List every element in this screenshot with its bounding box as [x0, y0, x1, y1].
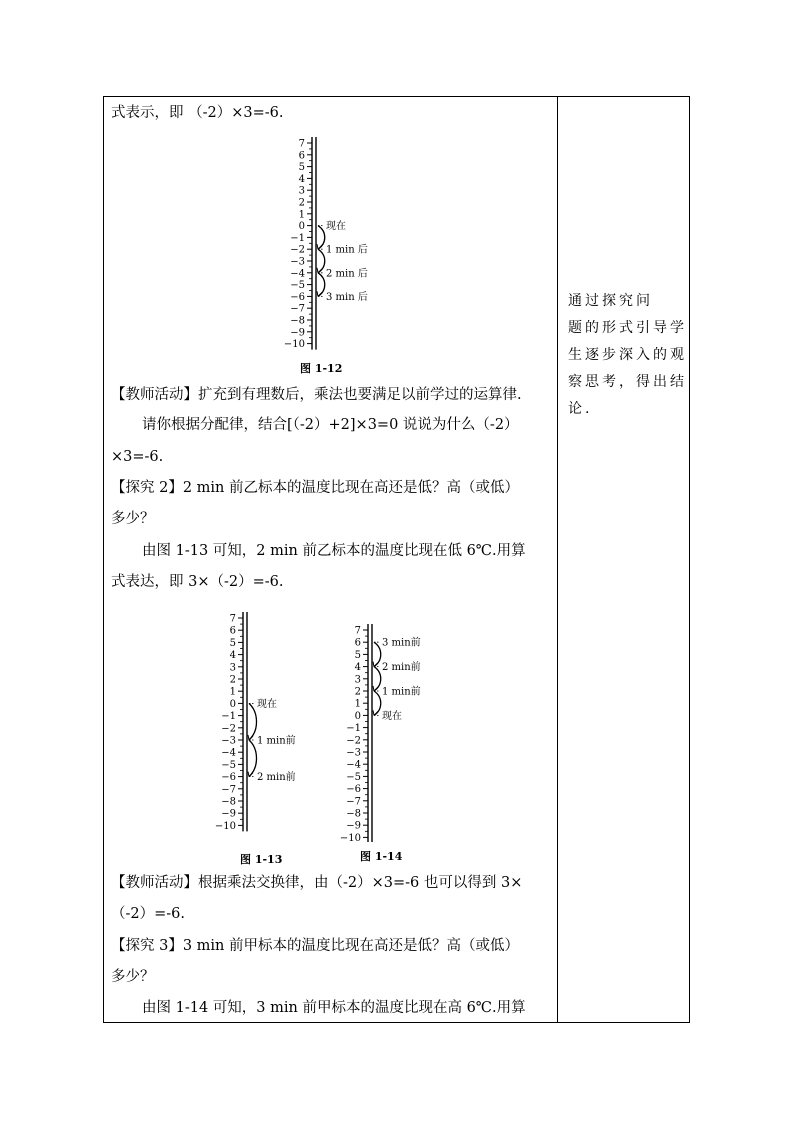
tick-label: 3 [354, 674, 361, 686]
figure-1-14-caption: 图 1-14 [360, 850, 403, 863]
tick-label: −6 [221, 772, 236, 784]
tick-label: −10 [214, 820, 236, 832]
tick-label: −9 [290, 327, 305, 339]
tick-label: −8 [346, 808, 361, 820]
tick-label: −2 [221, 723, 236, 735]
tick-label: 2 [354, 686, 361, 698]
jump-arc [249, 703, 257, 740]
explore-2-line2: 多少？ [111, 511, 155, 527]
tick-label: −9 [346, 820, 361, 832]
explore-2-line1: 【探究 2】2 min 前乙标本的温度比现在高还是低？高（或低） [111, 480, 520, 496]
tick-label: 0 [298, 221, 305, 233]
tick-label: −8 [290, 315, 305, 327]
tick-label: −1 [290, 232, 305, 244]
time-label: 2 min前 [257, 772, 296, 784]
tick-label: −7 [290, 303, 305, 315]
tick-label: −6 [346, 784, 361, 796]
table-column-divider [557, 96, 558, 1023]
figure-1-13-thermometer [205, 608, 340, 840]
tick-label: 0 [354, 710, 361, 722]
tick-label: 4 [354, 662, 361, 674]
tick-label: 5 [229, 637, 236, 649]
tick-label: 3 [298, 185, 305, 197]
tick-label: 4 [229, 650, 236, 662]
tick-label: −7 [346, 796, 361, 808]
figure-1-12-caption: 图 1-12 [300, 362, 343, 375]
tick-label: 4 [298, 173, 305, 185]
figure-1-13-caption: 图 1-13 [240, 853, 283, 866]
line-expression-1: 式表示，即 （-2）×3=-6. [111, 105, 284, 121]
tick-label: −10 [339, 832, 361, 842]
tick-label: −2 [290, 244, 305, 256]
figure-1-13-text-line1: 由图 1-13 可知，2 min 前乙标本的温度比现在低 6℃.用算 [142, 543, 526, 559]
tick-label: 7 [298, 138, 305, 150]
tick-label: 1 [354, 698, 361, 710]
tick-label: −3 [221, 735, 236, 747]
teacher-activity-1-line2: 请你根据分配律，结合[（-2）+2]×3=0 说说为什么（-2） [142, 417, 519, 433]
design-note-line: 通过探究问 [568, 293, 653, 309]
jump-arc [249, 740, 257, 777]
tick-label: −2 [346, 735, 361, 747]
explore-3-line1: 【探究 3】3 min 前甲标本的温度比现在高还是低？高（或低） [111, 938, 520, 954]
tick-label: −7 [221, 784, 236, 796]
tick-label: 2 [298, 197, 305, 209]
teacher-activity-2-line2: （-2）=-6. [111, 906, 186, 922]
tick-label: 3 [229, 662, 236, 674]
tick-label: 7 [354, 625, 361, 637]
tick-label: 2 [229, 674, 236, 686]
time-label: 现在 [257, 698, 277, 710]
figure-1-14-text-line1: 由图 1-14 可知，3 min 前甲标本的温度比现在高 6℃.用算 [142, 1000, 526, 1016]
teacher-activity-2-line1: 【教师活动】根据乘法交换律，由（-2）×3=-6 也可以得到 3× [111, 875, 523, 891]
tick-label: −5 [290, 280, 305, 292]
tick-label: −3 [290, 256, 305, 268]
figure-1-14-thermometer [330, 620, 440, 842]
tick-label: 0 [229, 698, 236, 710]
tick-label: −1 [346, 723, 361, 735]
tick-label: 5 [354, 649, 361, 661]
tick-label: −8 [221, 796, 236, 808]
tick-label: −6 [290, 291, 305, 303]
tick-label: −4 [290, 268, 305, 280]
design-intent-note [568, 288, 687, 423]
design-note-line: 察思考，得出结 [568, 374, 687, 390]
design-note-line: 生逐步深入的观 [568, 347, 687, 363]
teacher-activity-1-line1: 【教师活动】扩充到有理数后，乘法也要满足以前学过的运算律. [111, 387, 522, 403]
time-label: 3 min 后 [326, 291, 368, 303]
tick-label: 6 [354, 637, 361, 649]
time-label: 1 min 后 [326, 244, 368, 256]
explore-3-line2: 多少？ [111, 969, 155, 985]
design-note-line: 论. [568, 401, 593, 417]
tick-label: −3 [346, 747, 361, 759]
figure-1-12-thermometer [270, 135, 390, 355]
design-note-line: 题的形式引导学 [568, 320, 687, 336]
time-label: 2 min 后 [326, 268, 368, 280]
tick-label: 6 [298, 150, 305, 162]
tick-label: −4 [346, 759, 361, 771]
figure-1-13-text-line2: 式表达，即 3×（-2）=-6. [111, 574, 284, 590]
time-label: 现在 [382, 710, 402, 722]
tick-label: −9 [221, 808, 236, 820]
teacher-activity-1-line3: ×3=-6. [111, 449, 164, 465]
time-label: 1 min前 [257, 735, 296, 747]
tick-label: 5 [298, 162, 305, 174]
tick-label: −4 [221, 747, 236, 759]
tick-label: −5 [221, 759, 236, 771]
tick-label: 6 [229, 625, 236, 637]
tick-label: −1 [221, 711, 236, 723]
tick-label: 7 [229, 613, 236, 625]
time-label: 3 min前 [382, 637, 421, 649]
tick-label: −5 [346, 771, 361, 783]
time-label: 2 min前 [382, 662, 421, 674]
tick-label: 1 [298, 209, 305, 221]
tick-label: −10 [283, 339, 305, 351]
tick-label: 1 [229, 686, 236, 698]
time-label: 现在 [326, 221, 346, 233]
time-label: 1 min前 [382, 686, 421, 698]
